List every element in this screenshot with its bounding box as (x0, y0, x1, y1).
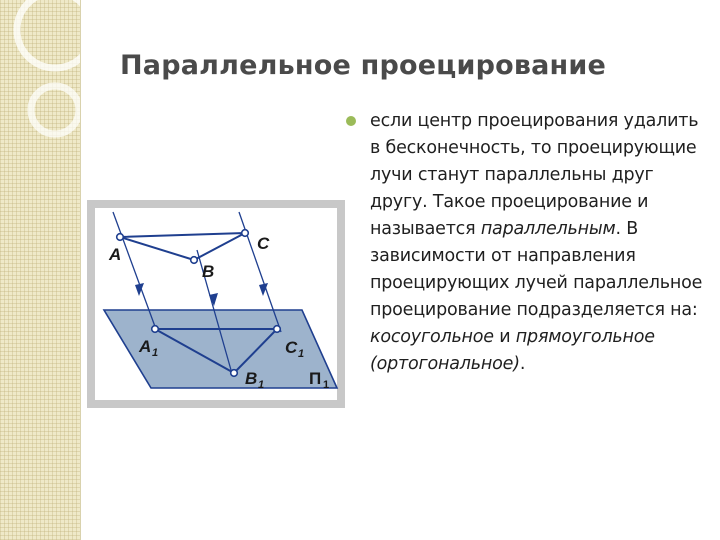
bullet-list (346, 108, 712, 378)
bullet-term-oblique: косоугольное (370, 327, 494, 347)
label-a1: A (139, 337, 152, 356)
label-c1: C (285, 338, 298, 357)
label-c: C (257, 234, 270, 253)
label-a1-sub: 1 (152, 347, 159, 359)
decorative-circles (0, 0, 80, 540)
label-b: B (202, 262, 215, 281)
label-plane-sub: 1 (323, 379, 330, 391)
slide-title: Параллельное проецирование (120, 50, 607, 81)
label-c1-sub: 1 (298, 348, 305, 360)
bullet-text-part5: и (493, 327, 516, 347)
bullet-text-part7: . (519, 354, 526, 374)
label-b1-sub: 1 (258, 379, 265, 391)
label-a: A (109, 245, 122, 264)
bullet-marker (346, 116, 356, 126)
projection-diagram (87, 200, 345, 408)
bullet-text-part1: если центр проецирования удалить в бесконечность, то проецирующие лучи станут параллельны друг другу. Такое проецирование и называется (370, 111, 699, 239)
label-plane: П (309, 369, 322, 388)
bullet-term-orthogonal: прямоугольное (ортогональное) (370, 327, 655, 374)
bullet-term-parallel: параллельным (480, 219, 616, 239)
decorative-side-strip (0, 0, 80, 540)
strip-divider (80, 0, 81, 540)
bullet-text-part3: . В зависимости от направления проецирующих лучей параллельное проецирование подразделяется на: (370, 219, 703, 320)
bullet-text (370, 108, 712, 378)
label-b1: B (245, 369, 258, 388)
